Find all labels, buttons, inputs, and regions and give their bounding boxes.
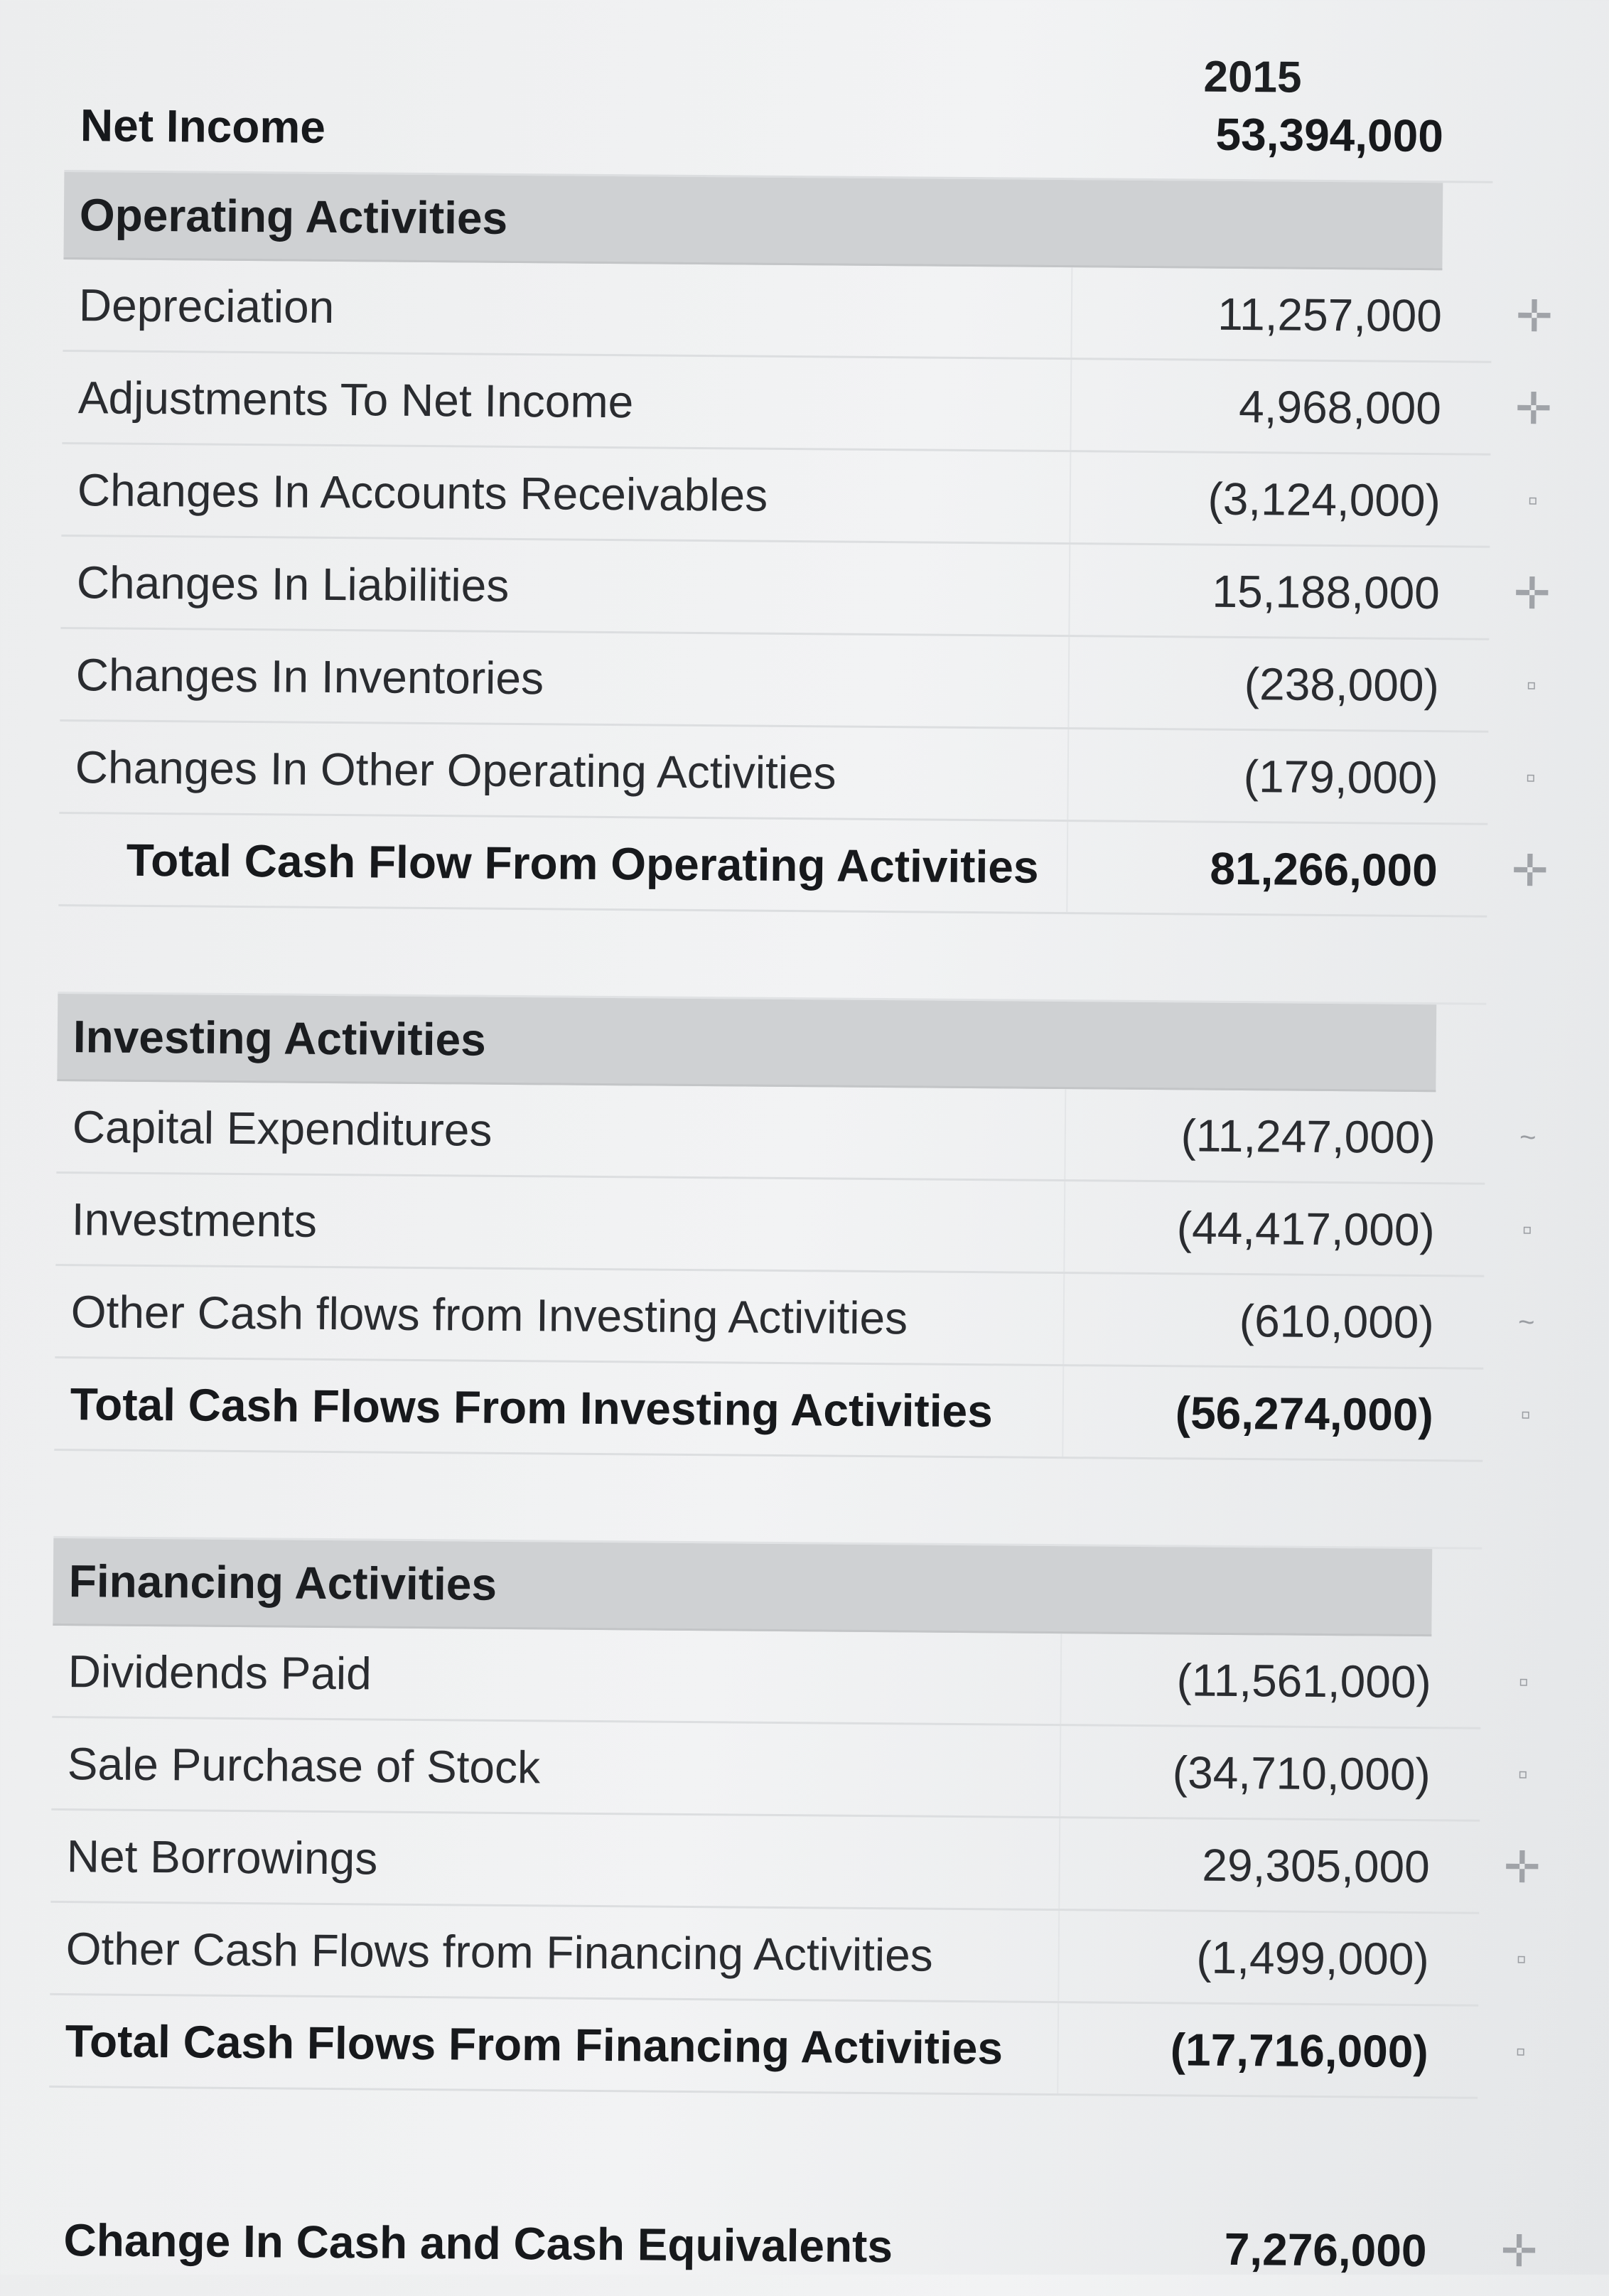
- expand-plus-icon[interactable]: ✛: [1515, 292, 1554, 342]
- row-label: Investments: [71, 1193, 318, 1247]
- row-label: Sale Purchase of Stock: [67, 1737, 541, 1793]
- row-value: 15,188,000: [1068, 545, 1440, 638]
- row-label: Depreciation: [78, 279, 335, 333]
- row-value: (34,710,000): [1059, 1726, 1431, 1819]
- row-value: (179,000): [1067, 729, 1438, 822]
- row-value: (3,124,000): [1069, 452, 1441, 545]
- table-row: [63, 259, 1554, 363]
- total-row-operating: [58, 814, 1549, 918]
- dash-icon: ~: [1519, 1122, 1537, 1154]
- table-row: [55, 1266, 1535, 1370]
- row-value: (44,417,000): [1063, 1181, 1435, 1275]
- section-header-financing: [53, 1538, 1432, 1636]
- expand-plus-icon[interactable]: ✛: [1500, 2226, 1538, 2277]
- dash-icon: ▫: [1525, 762, 1537, 794]
- row-value: (11,247,000): [1064, 1089, 1436, 1182]
- dash-icon: ▫: [1515, 2036, 1526, 2068]
- row-value: (238,000): [1067, 637, 1439, 730]
- row-value: 11,257,000: [1070, 267, 1442, 360]
- row-label: Adjustments To Net Income: [77, 371, 634, 427]
- year-label: 2015: [1203, 52, 1302, 102]
- row-label: Changes In Inventories: [75, 648, 544, 704]
- dash-icon: ▫: [1526, 670, 1537, 702]
- row-label: Total Cash Flows From Investing Activities: [70, 1378, 994, 1437]
- table-row: [50, 1810, 1541, 1914]
- table-row: [62, 352, 1553, 456]
- total-row-financing: [49, 1995, 1526, 2099]
- dash-icon: ▫: [1527, 485, 1539, 517]
- dash-icon: ▫: [1520, 1399, 1532, 1431]
- cash-flow-statement: [48, 28, 1554, 2296]
- expand-plus-icon[interactable]: ✛: [1511, 847, 1549, 896]
- row-value: (610,000): [1062, 1274, 1434, 1367]
- table-row: [51, 1718, 1529, 1822]
- section-header-investing: [57, 994, 1436, 1092]
- table-row: [56, 1081, 1537, 1185]
- row-label: Change In Cash and Cash Equivalents: [63, 2214, 893, 2272]
- spacer: [48, 2088, 1478, 2206]
- net-income-row: [64, 80, 1493, 183]
- row-label: Total Cash Flow From Operating Activities: [126, 834, 1039, 893]
- section-header-operating: [63, 172, 1443, 270]
- row-value: 4,968,000: [1070, 360, 1441, 453]
- spacer: [53, 1451, 1482, 1550]
- expand-plus-icon[interactable]: ✛: [1513, 569, 1551, 619]
- row-label: Changes In Accounts Receivables: [77, 463, 768, 521]
- expand-plus-icon[interactable]: ✛: [1514, 385, 1553, 434]
- row-value: (1,499,000): [1058, 1911, 1429, 2004]
- dash-icon: ▫: [1516, 1943, 1527, 1975]
- dash-icon: ▫: [1517, 1759, 1529, 1791]
- row-value: 81,266,000: [1066, 822, 1438, 915]
- expand-plus-icon[interactable]: ✛: [1503, 1842, 1541, 1893]
- row-value: (11,561,000): [1060, 1634, 1431, 1727]
- table-row: [61, 444, 1539, 548]
- table-row: [55, 1174, 1533, 1277]
- row-label: Total Cash Flows From Financing Activities: [65, 2015, 1003, 2074]
- total-row-investing: [54, 1358, 1532, 1462]
- row-label: Net Borrowings: [66, 1830, 378, 1884]
- change-in-cash-row: [48, 2194, 1538, 2296]
- spacer: [58, 906, 1487, 1005]
- row-value: (56,274,000): [1062, 1366, 1433, 1459]
- section-title: Operating Activities: [79, 189, 508, 244]
- row-label: Changes In Liabilities: [76, 556, 510, 611]
- table-row: [60, 629, 1537, 733]
- row-value: 7,276,000: [1224, 2223, 1427, 2276]
- table-row: [50, 1903, 1527, 2007]
- table-row: [52, 1626, 1529, 1729]
- section-title: Investing Activities: [72, 1011, 487, 1066]
- table-row: [59, 721, 1537, 825]
- row-value: 53,394,000: [1215, 108, 1444, 161]
- section-title: Financing Activities: [68, 1555, 497, 1610]
- row-label: Changes In Other Operating Activities: [75, 741, 836, 799]
- dash-icon: ~: [1517, 1307, 1535, 1339]
- dash-icon: ▫: [1518, 1666, 1529, 1698]
- row-label: Net Income: [80, 99, 326, 153]
- row-label: Capital Expenditures: [72, 1100, 493, 1156]
- row-value: (17,716,000): [1057, 2003, 1428, 2096]
- row-value: 29,305,000: [1058, 1818, 1430, 1911]
- dash-icon: ▫: [1522, 1214, 1533, 1246]
- row-label: Other Cash Flows from Financing Activities: [65, 1922, 934, 1981]
- row-label: Dividends Paid: [68, 1645, 372, 1699]
- table-row: [60, 537, 1551, 640]
- row-label: Other Cash flows from Investing Activities: [70, 1285, 908, 1343]
